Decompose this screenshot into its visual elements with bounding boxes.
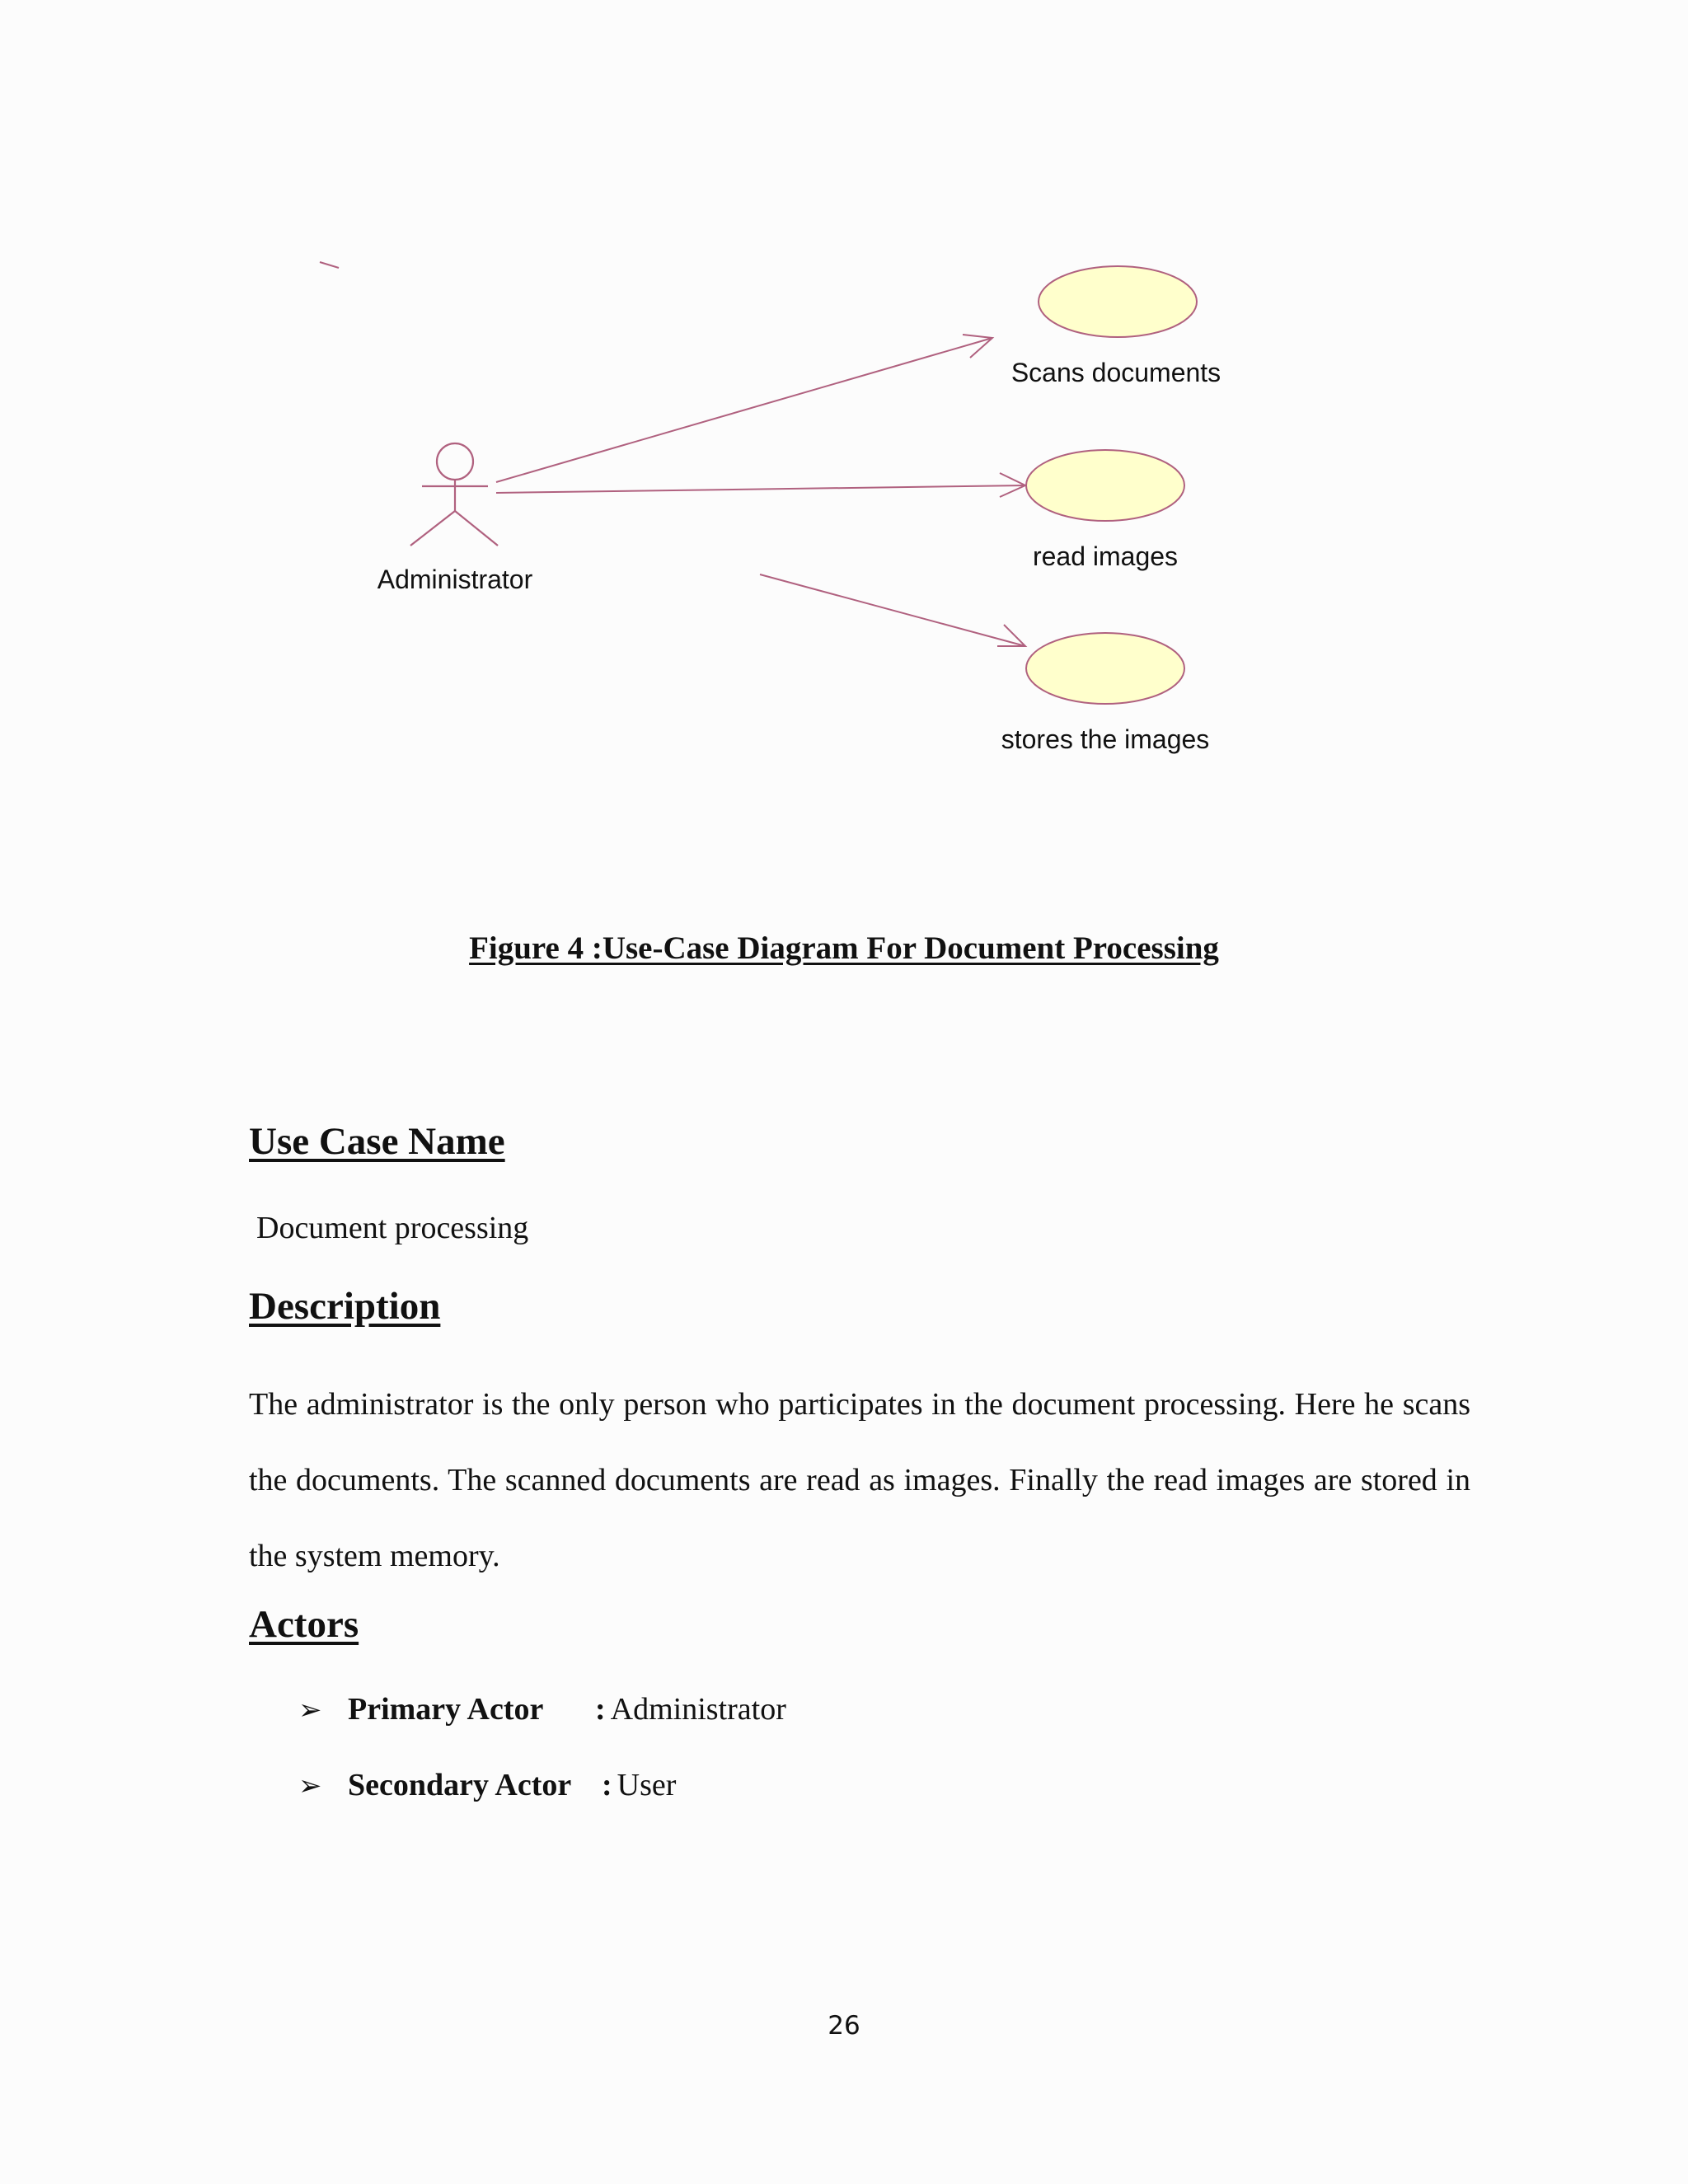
actor-role-label: Primary Actor <box>348 1692 544 1727</box>
colon-separator: : <box>602 1768 612 1802</box>
description-text: The administrator is the only person who participates in the document processing. Here he scans the documents. The scanned documents are read as images. Finally the read images are stored in the system memory. <box>249 1387 1470 1573</box>
actor-role-value: User <box>617 1768 677 1802</box>
actor-role-value: Administrator <box>610 1692 786 1727</box>
actor-icon <box>410 443 498 546</box>
use-case-name-text: Document processing <box>256 1211 529 1245</box>
use-case-read-ellipse <box>1026 450 1184 521</box>
use-case-stores-ellipse <box>1026 633 1184 704</box>
use-case-name-heading: Use Case Name <box>249 1120 505 1163</box>
arrow-to-stores <box>760 574 1025 646</box>
description-heading: Description <box>249 1285 441 1328</box>
arrow-bullet-icon: ➢ <box>298 1694 322 1727</box>
colon-separator: : <box>595 1692 606 1727</box>
actor-list-item <box>298 1767 676 1803</box>
stray-mark <box>320 262 339 268</box>
arrow-bullet-icon: ➢ <box>298 1769 322 1802</box>
page-number: 26 <box>828 2011 860 2041</box>
use-case-diagram <box>0 0 1688 824</box>
actors-heading: Actors <box>249 1603 359 1646</box>
arrowhead-scans <box>963 335 992 358</box>
use-case-scans-ellipse <box>1039 266 1197 337</box>
arrow-to-scans <box>496 338 992 482</box>
arrow-to-read <box>496 485 1025 493</box>
actor-label: Administrator <box>377 565 533 594</box>
actor-list-item <box>298 1691 786 1727</box>
actor-role-label: Secondary Actor <box>348 1768 572 1802</box>
association-arrows <box>496 335 1025 646</box>
use-case-scans-label: Scans documents <box>1010 358 1221 387</box>
use-case-stores-label: stores the images <box>1001 724 1210 754</box>
use-case-read-label: read images <box>1032 541 1179 571</box>
figure-caption: Figure 4 :Use-Case Diagram For Document Processing <box>469 930 1219 966</box>
